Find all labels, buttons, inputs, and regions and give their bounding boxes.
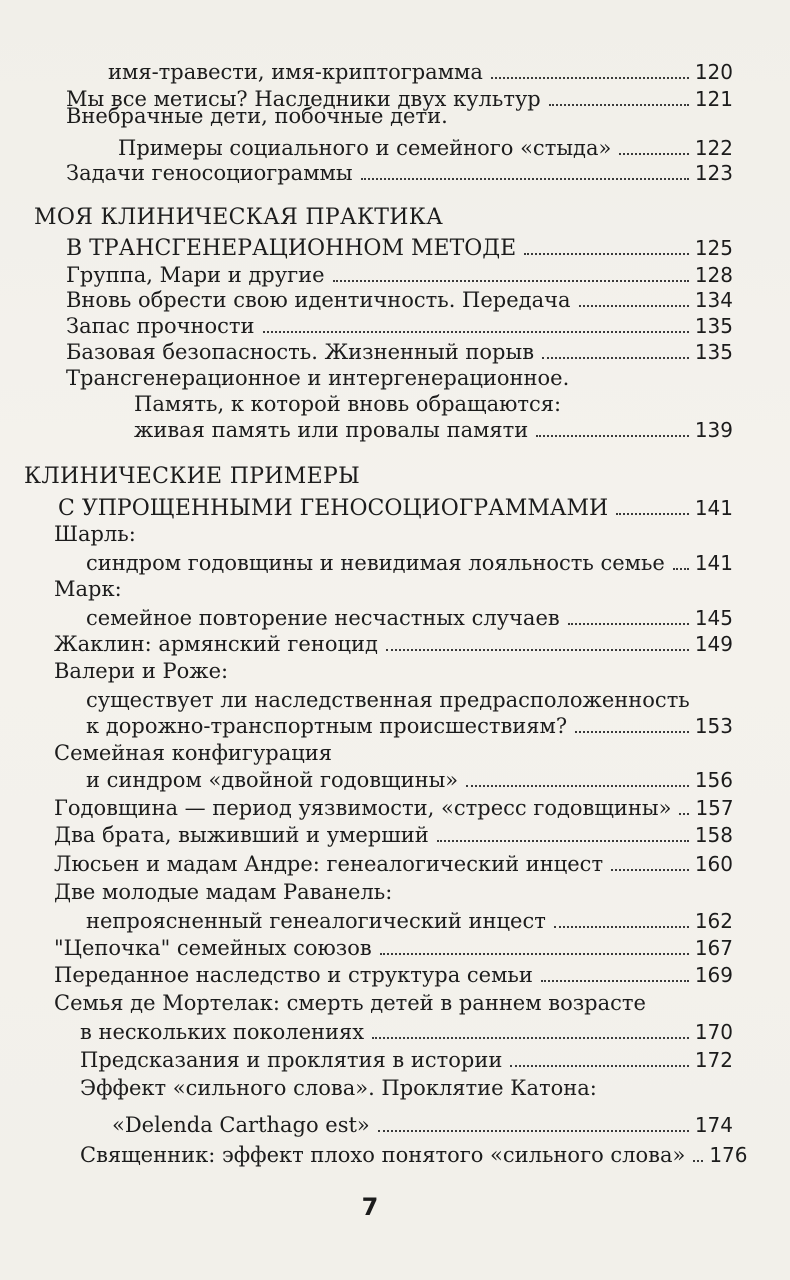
entry-title: существует ли наследственная предрасположенность — [86, 688, 690, 712]
entry-title: непроясненный генеалогический инцест — [86, 909, 546, 933]
leader-dots — [616, 513, 689, 515]
entry-title: в нескольких поколениях — [80, 1020, 365, 1044]
entry-page: 120 — [694, 60, 733, 84]
entry-title: Эффект «сильного слова». Проклятие Катона: — [80, 1076, 597, 1100]
leader-dots — [693, 1160, 703, 1162]
entry-title: "Цепочка" семейных союзов — [54, 936, 372, 960]
entry-title: «Delenda Carthago est» — [112, 1113, 370, 1137]
entry-page: 141 — [694, 551, 733, 575]
entry-title: и синдром «двойной годовщины» — [86, 768, 459, 792]
entry-page: 176 — [709, 1143, 748, 1167]
entry-title: Марк: — [54, 577, 122, 601]
leader-dots — [263, 331, 689, 333]
entry-page: 149 — [694, 632, 733, 656]
entry-page: 174 — [694, 1113, 733, 1137]
leader-dots — [619, 153, 688, 155]
entry-title: Задачи геносоциограммы — [66, 161, 353, 185]
leader-dots — [568, 623, 689, 625]
entry-title: Валери и Роже: — [54, 659, 229, 683]
entry-page: 172 — [694, 1048, 733, 1072]
entry-page: 123 — [694, 161, 733, 185]
leader-dots — [524, 253, 689, 255]
toc-entry — [54, 849, 733, 879]
entry-title: семейное повторение несчастных случаев — [86, 606, 560, 630]
toc-entry — [80, 1045, 733, 1075]
toc-entry — [80, 1073, 733, 1103]
entry-title: С УПРОЩЕННЫМИ ГЕНОСОЦИОГРАММАМИ — [58, 496, 609, 521]
entry-page: 125 — [694, 236, 733, 260]
leader-dots — [611, 869, 689, 871]
entry-title: Шарль: — [54, 522, 136, 546]
entry-title: к дорожно-транспортным происшествиям? — [86, 714, 568, 738]
entry-title: Священник: эффект плохо понятого «сильного слова» — [80, 1143, 686, 1167]
toc-entry — [54, 574, 733, 604]
leader-dots — [579, 305, 689, 307]
entry-title: Трансгенерационное и интергенерационное. — [66, 366, 570, 390]
leader-dots — [361, 178, 689, 180]
leader-dots — [466, 785, 689, 787]
entry-page: 139 — [694, 418, 733, 442]
leader-dots — [536, 435, 689, 437]
entry-page: 156 — [694, 768, 733, 792]
entry-title: имя-травести, имя-криптограмма — [108, 60, 483, 84]
toc-entry — [54, 820, 733, 850]
toc-entry — [54, 793, 733, 823]
toc-entry — [80, 1017, 733, 1047]
entry-title: Примеры социального и семейного «стыда» — [118, 136, 612, 160]
toc-entry — [80, 1140, 748, 1170]
toc-entry — [86, 906, 733, 936]
entry-title: Запас прочности — [66, 314, 255, 338]
entry-title: Семейная конфигурация — [54, 741, 332, 765]
entry-title: Память, к которой вновь обращаются: — [134, 392, 562, 416]
entry-page: 167 — [694, 936, 733, 960]
entry-title: Семья де Мортелак: смерть детей в раннем возрасте — [54, 991, 646, 1015]
entry-page: 145 — [694, 606, 733, 630]
toc-entry — [54, 629, 733, 659]
section-heading: КЛИНИЧЕСКИЕ ПРИМЕРЫ — [24, 464, 361, 489]
entry-title: В ТРАНСГЕНЕРАЦИОННОМ МЕТОДЕ — [66, 236, 517, 261]
leader-dots — [333, 280, 689, 282]
entry-title: Базовая безопасность. Жизненный порыв — [66, 340, 535, 364]
leader-dots — [372, 1037, 689, 1039]
entry-title: Люсьен и мадам Андре: генеалогический инцест — [54, 852, 604, 876]
entry-title: Годовщина — период уязвимости, «стресс годовщины» — [54, 796, 672, 820]
entry-title: Внебрачные дети, побочные дети. — [66, 104, 448, 128]
entry-page: 128 — [694, 263, 733, 287]
entry-title: живая память или провалы памяти — [134, 418, 529, 442]
entry-title: синдром годовщины и невидимая лояльность семье — [86, 551, 665, 575]
entry-title: Предсказания и проклятия в истории — [80, 1048, 503, 1072]
entry-page: 134 — [694, 288, 733, 312]
leader-dots — [554, 926, 689, 928]
entry-page: 122 — [694, 136, 733, 160]
toc-entry — [134, 415, 733, 445]
leader-dots — [510, 1065, 688, 1067]
toc-entry — [54, 933, 733, 963]
toc-entry — [54, 877, 733, 907]
entry-title: Жаклин: армянский геноцид — [54, 632, 378, 656]
toc-entry — [54, 960, 733, 990]
toc-entry — [86, 711, 733, 741]
entry-page: 162 — [694, 909, 733, 933]
leader-dots — [437, 840, 689, 842]
leader-dots — [541, 980, 689, 982]
toc-entry — [54, 988, 733, 1018]
entry-title: Два брата, выживший и умерший — [54, 823, 429, 847]
toc-entry — [108, 57, 733, 87]
entry-title: Мы все метисы? Наследники двух культур — [66, 87, 541, 111]
entry-page: 153 — [694, 714, 733, 738]
entry-title: Переданное наследство и структура семьи — [54, 963, 533, 987]
entry-page: 158 — [694, 823, 733, 847]
leader-dots — [673, 568, 689, 570]
leader-dots — [386, 649, 689, 651]
entry-page: 157 — [695, 796, 734, 820]
entry-page: 160 — [694, 852, 733, 876]
entry-title: Группа, Мари и другие — [66, 263, 325, 287]
entry-title: Вновь обрести свою идентичность. Передача — [66, 288, 571, 312]
toc-entry — [66, 233, 733, 263]
entry-page: 141 — [694, 496, 733, 520]
toc-entry — [66, 101, 733, 131]
entry-title: Две молодые мадам Раванель: — [54, 880, 393, 904]
entry-page: 169 — [694, 963, 733, 987]
page-number: 7 — [361, 1193, 379, 1221]
toc-entry — [54, 656, 733, 686]
entry-page: 135 — [694, 314, 733, 338]
entry-page: 170 — [694, 1020, 733, 1044]
toc-entry — [54, 738, 733, 768]
entry-page: 135 — [694, 340, 733, 364]
leader-dots — [575, 731, 689, 733]
leader-dots — [679, 813, 689, 815]
leader-dots — [542, 357, 689, 359]
leader-dots — [378, 1130, 689, 1132]
section-heading: МОЯ КЛИНИЧЕСКАЯ ПРАКТИКА — [34, 205, 444, 230]
toc-entry — [112, 1110, 733, 1140]
leader-dots — [380, 953, 689, 955]
toc-entry — [86, 765, 733, 795]
toc-entry — [54, 519, 733, 549]
entry-page: 121 — [694, 87, 733, 111]
leader-dots — [491, 77, 689, 79]
toc-entry — [66, 158, 733, 188]
